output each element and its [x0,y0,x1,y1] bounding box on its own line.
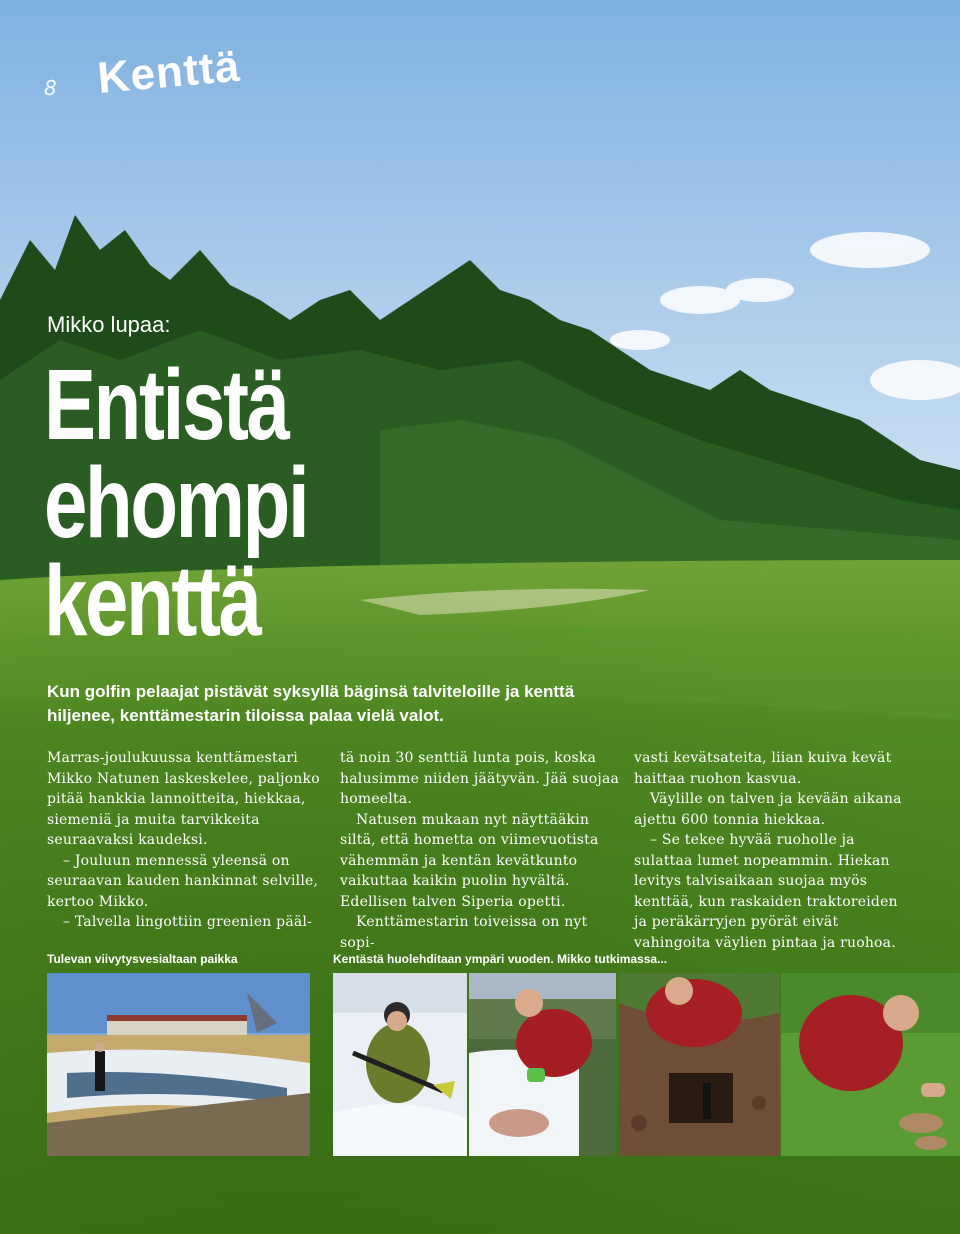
article-lead: Kun golfin pelaajat pistävät syksyllä bäginsä talviteloille ja kenttä hiljenee, kenttämestarin tiloissa palaa vielä valot. [47,682,575,725]
body-paragraph: vasti kevätsateita, liian kuiva kevät haittaa ruohon kasvua. [634,750,892,787]
body-paragraph: – Talvella lingottiin greenien pääl- [63,914,313,930]
body-paragraph: Kenttämestarin toiveissa on nyt sopi- [340,914,588,951]
body-paragraph: Väylille on talven ja kevään aikana ajettu 600 tonnia hiekkaa. [634,791,902,828]
body-paragraph: Marras-joulukuussa kenttämestari Mikko Natunen laskeskelee, paljonko pitää hankkia lannoitteita, hiekkaa, siemeniä ja muita tarvikkeita seuraavaksi kaudeksi. [47,750,320,848]
photo-caption-left: Tulevan viivytysvesialtaan paikka [47,952,238,966]
headline-line: kenttä [44,545,260,657]
body-paragraph: – Jouluun mennessä yleensä on seuraavan kauden hankinnat selville, kertoo Mikko. [47,852,319,910]
pond-site-photo [47,973,310,1156]
snow-shovel-photo [333,973,467,1156]
body-column-2 [340,748,620,953]
photo-caption-right: Kentästä huolehditaan ympäri vuoden. Mikko tutkimassa... [333,952,668,966]
green-inspection-photo [781,973,960,1156]
body-column-3 [634,748,914,953]
body-column-1 [47,748,327,933]
body-paragraph: – Se tekee hyvää ruoholle ja sulattaa lumet nopeammin. Hiekan levitys talvisaikaan suojaa myös kenttää, kun raskaiden traktoreiden ja peräkärryjen pyörät eivät vahingoita väylien pintaa ja ruohoa. [634,832,898,951]
headline-line: ehompi [44,447,308,559]
section-title: Kenttä [95,41,243,104]
headline-line: Entistä [44,349,288,461]
turf-hole-photo [619,973,779,1156]
body-paragraph: tä noin 30 senttiä lunta pois, koska halusimme niiden jäätyvän. Jää suojaa homeelta. [340,750,620,807]
article-headline [44,349,356,657]
page-number: 8 [44,76,57,100]
snow-dig-photo [469,973,616,1156]
article-kicker: Mikko lupaa: [47,312,171,337]
body-paragraph: Natusen mukaan nyt näyttääkin siltä, että hometta on viimevuotista vähemmän ja kentän kevätkunto vaikuttaa kaikin puolin hyvältä. Edellisen talven Siperia opetti. [340,811,599,910]
